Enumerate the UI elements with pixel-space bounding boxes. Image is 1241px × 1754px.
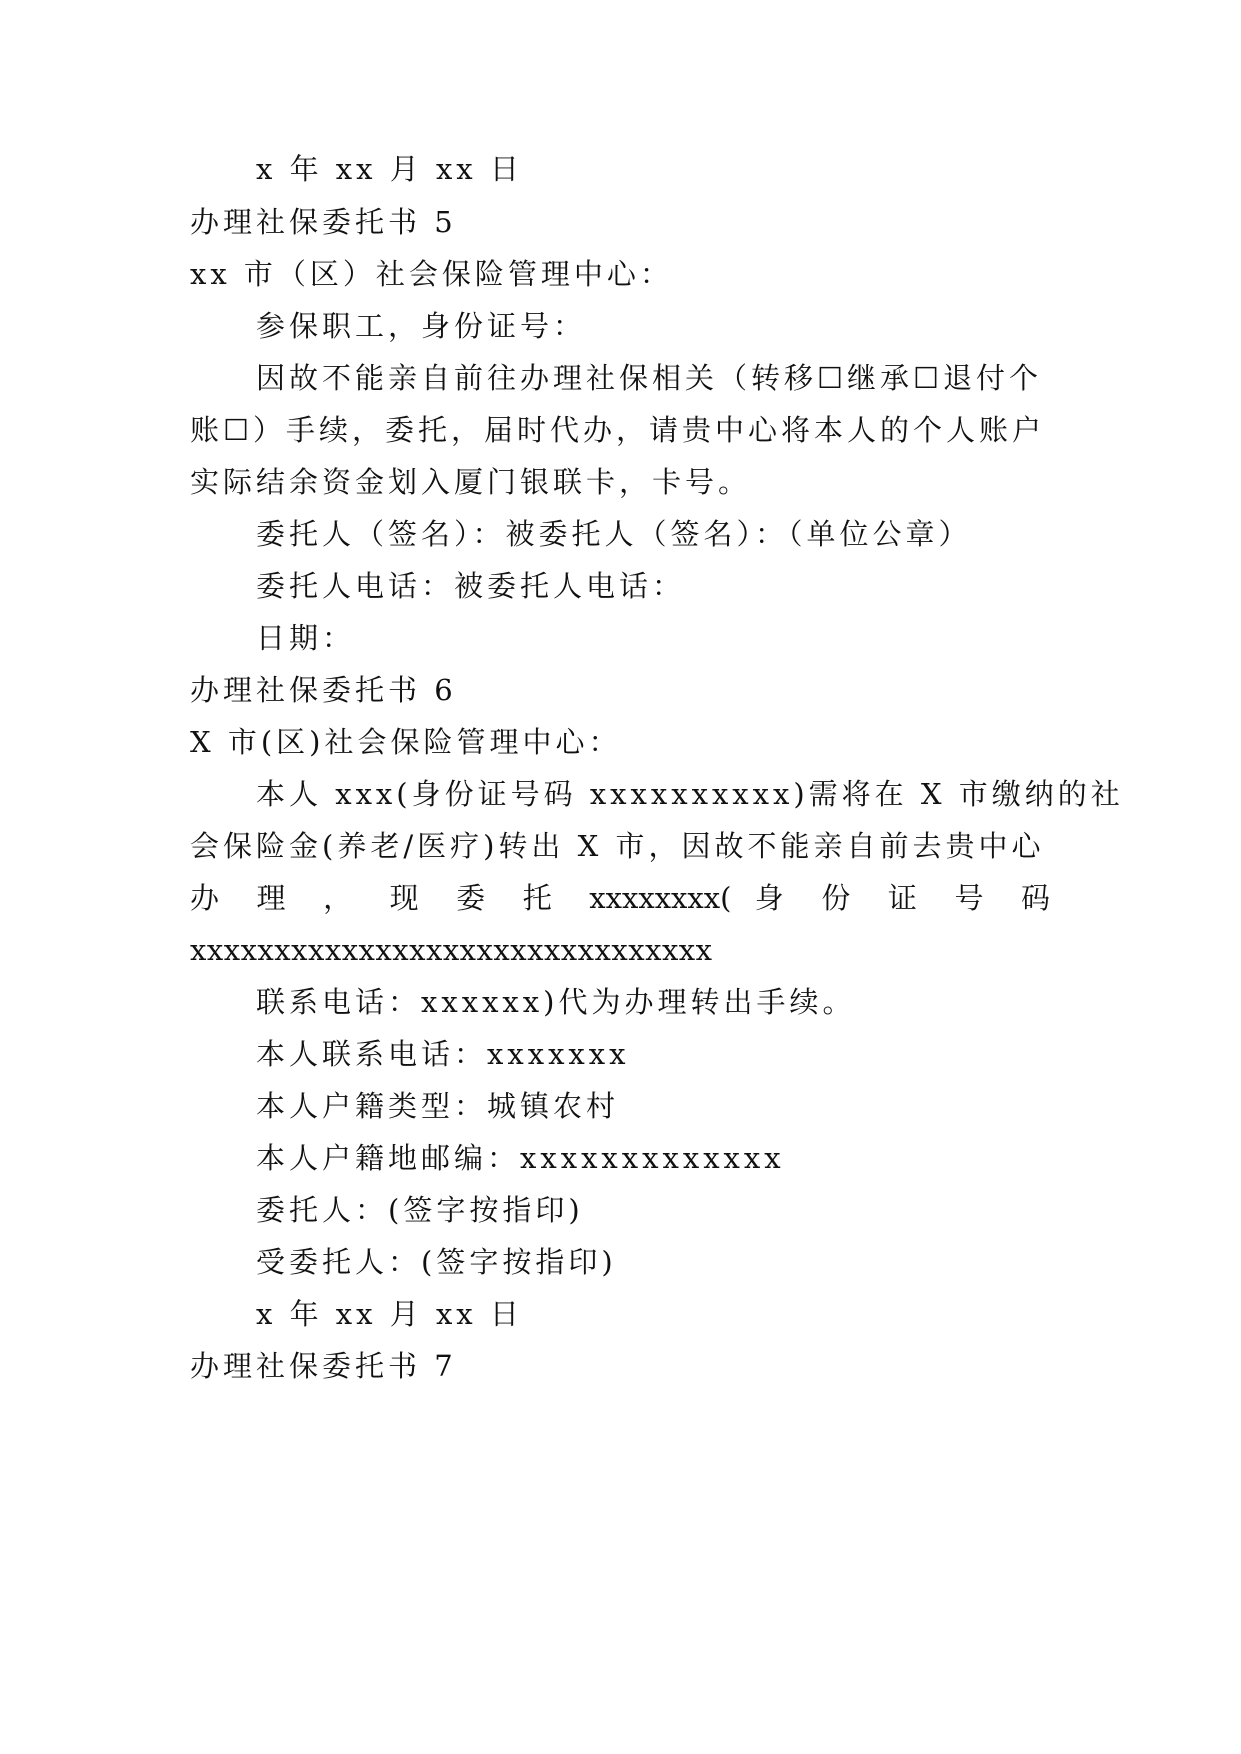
section5-title: 办理社保委托书 5: [190, 205, 457, 239]
section6-date: x 年 xx 月 xx 日: [256, 1297, 523, 1331]
section6-body-line-3: 办 理 ， 现 委 托 xxxxxxxx( 身 份 证 号 码: [190, 881, 1050, 915]
section5-signatures: 委托人（签名）：被委托人（签名）：（单位公章）: [256, 517, 972, 551]
section6-household-postcode: 本人户籍地邮编：xxxxxxxxxxxxx: [256, 1141, 785, 1175]
section5-body-line-1: 因故不能亲自前往办理社保相关（转移☐继承☐退付个: [256, 361, 1042, 395]
section6-title: 办理社保委托书 6: [190, 673, 457, 707]
section5-body-line-3: 实际结余资金划入厦门银联卡，卡号。: [190, 465, 752, 499]
section7-title: 办理社保委托书 7: [190, 1349, 457, 1383]
section5-body-line-2: 账☐）手续，委托，届时代办，请贵中心将本人的个人账户: [190, 413, 1045, 447]
section5-date: 日期：: [256, 621, 356, 655]
section6-addressee: X 市(区)社会保险管理中心：: [190, 725, 622, 759]
section6-agent: 受委托人：(签字按指印): [256, 1245, 617, 1279]
date-line: x 年 xx 月 xx 日: [256, 152, 523, 186]
section6-own-phone: 本人联系电话：xxxxxxx: [256, 1037, 630, 1071]
section6-contact-phone: 联系电话：xxxxxx)代为办理转出手续。: [256, 985, 856, 1019]
section5-insured-line: 参保职工，身份证号：: [256, 309, 587, 343]
section6-household-type: 本人户籍类型：城镇农村: [256, 1089, 620, 1123]
section6-principal: 委托人：(签字按指印): [256, 1193, 584, 1227]
section6-body-line-1: 本人 xxx(身份证号码 xxxxxxxxxx)需将在 X 市缴纳的社: [256, 777, 1124, 811]
section5-phones: 委托人电话：被委托人电话：: [256, 569, 686, 603]
section5-addressee: xx 市（区）社会保险管理中心：: [190, 257, 673, 291]
section6-body-line-2: 会保险金(养老/医疗)转出 X 市，因故不能亲自前去贵中心: [190, 829, 1045, 863]
section6-body-line-4: xxxxxxxxxxxxxxxxxxxxxxxxxxxxxxx: [190, 933, 713, 967]
